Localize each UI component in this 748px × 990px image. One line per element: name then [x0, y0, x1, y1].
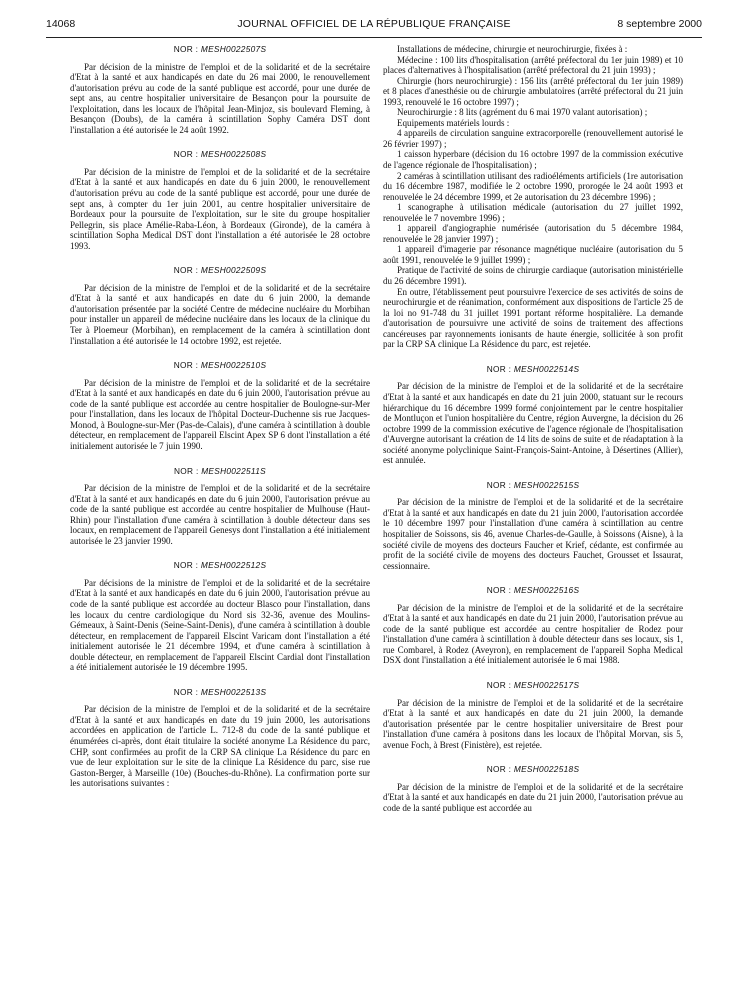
list-paragraph: 1 appareil d'imagerie par résonance magnétique nucléaire (autorisation du 5 août 1991, renouvelée le 9 juillet 1999) ;	[383, 244, 683, 265]
decision-paragraph: Par décision de la ministre de l'emploi et de la solidarité et de la secrétaire d'Etat à la santé et aux handicapés en date du 6 juin 2000, l'autorisation prévue au code de la santé publique est accordée au centre hospitalier de Boulogne-sur-Mer pour l'installation, dans les locaux de l'hôpital Docteur-Duchenne sis rue Jacques-Monod, à Boulogne-sur-Mer (Pas-de-Calais), d'une caméra à scintillation à double détecteur, en remplacement de l'appareil Elscint Apex SP 6 dont l'installation a été initialement autorisée le 7 juin 1990.	[70, 377, 370, 451]
decision-paragraph: Par décision de la ministre de l'emploi et de la solidarité et de la secrétaire d'Etat à la santé et aux handicapés en date du 19 juin 2000, les autorisations accordées en application de l'article L. 712-8 du code de la santé publique et énumérées ci-après, dont était titulaire la société anonyme La Résidence du parc, CHP, sont confirmées au profit de la CRP SA clinique La Résidence du parc en vue de leur exploitation sur le site de la clinique La Résidence du parc, sise rue Gaston-Berger, à Marseille (10e) (Bouches-du-Rhône). La confirmation porte sur les autorisations suivantes :	[70, 704, 370, 789]
list-paragraph: En outre, l'établissement peut poursuivre l'exercice de ses activités de soins de neurochirurgie et de réanimation, conformément aux dispositions de l'article 25 de la loi no 91-748 du 31 juillet 1991 portant réforme hospitalière. La demande d'autorisation de poursuivre une activité de soins de traitement des affections cancéreuses par rayonnements ionisants de haute énergie, sollicitée à son profit par la CRP SA clinique La Résidence du parc, est rejetée.	[383, 286, 683, 350]
nor-reference: NOR : MESH0022514S	[486, 363, 580, 374]
issue-date: 8 septembre 2000	[617, 18, 702, 30]
decision-paragraph: Par décision de la ministre de l'emploi et de la solidarité et de la secrétaire d'Etat à la santé et aux handicapés en date du 21 juin 2000, l'autorisation prévue au code de la santé publique est accordée au centre hospitalier de Rodez pour l'installation d'une caméra à scintillation à double détecteur dans ses locaux, sis 1, rue Combarel, à Rodez (Aveyron), en remplacement de l'appareil Sopha Medical DSX dont l'installation a été initialement autorisée le 6 mai 1988.	[383, 602, 683, 666]
list-paragraph: 1 appareil d'angiographie numérisée (autorisation du 5 décembre 1984, renouvelée le 28 janvier 1997) ;	[383, 223, 683, 244]
decision-paragraph: Par décision de la ministre de l'emploi et de la solidarité et de la secrétaire d'Etat à la santé et aux handicapés en date du 21 juin 2000, l'autorisation prévue au code de la santé publique est accordée au	[383, 781, 683, 813]
decision-paragraph: Par décision de la ministre de l'emploi et de la solidarité et de la secrétaire d'Etat à la santé et aux handicapés en date du 6 juin 2000, l'autorisation prévue au code de la santé publique est accordée au centre hospitalier de Mulhouse (Haut-Rhin) pour l'installation d'une caméra à scintillation à double détecteur dans ses locaux, en remplacement de l'appareil Genesys dont l'installation a été initialement autorisée le 23 janvier 1990.	[70, 483, 370, 546]
page-number: 14068	[46, 18, 76, 30]
list-paragraph: Chirurgie (hors neurochirurgie) : 156 lits (arrêté préfectoral du 1er juin 1989) et 8 places d'anesthésie ou de chirurgie ambulatoires (arrêté préfectoral du 21 juin 1993, renouvelé le 16 octobre 1997) ;	[383, 75, 683, 107]
list-paragraph: 1 caisson hyperbare (décision du 16 octobre 1997 de la commission exécutive de l'agence régionale de l'hospitalisation) ;	[383, 149, 683, 171]
nor-reference: NOR : MESH0022513S	[173, 686, 267, 697]
nor-reference: NOR : MESH0022508S	[173, 149, 267, 160]
nor-reference: NOR : MESH0022507S	[173, 44, 267, 54]
list-paragraph: 2 caméras à scintillation utilisant des radioéléments artificiels (1re autorisation du 16 décembre 1987, modifiée le 2 octobre 1990, prorogée le 24 août 1993 et renouvelée le 24 décembre 1999, et 2e autorisation du 23 décembre 1996) ;	[383, 170, 683, 202]
list-paragraph: 1 scanographe à utilisation médicale (autorisation du 27 juillet 1992, renouvelée le 7 novembre 1996) ;	[383, 202, 683, 223]
list-paragraph: Installations de médecine, chirurgie et neurochirurgie, fixées à :	[397, 44, 628, 54]
nor-reference: NOR : MESH0022509S	[173, 265, 267, 276]
nor-reference: NOR : MESH0022517S	[486, 679, 580, 690]
decision-paragraph: Par décision de la ministre de l'emploi et de la solidarité et de la secrétaire d'Etat à la santé et aux handicapés en date du 21 juin 2000, l'autorisation accordée le 10 décembre 1997 pour l'installation d'une caméra à scintillation au centre hospitalier de Soissons, sis 46, avenue Charles-de-Gaulle, à Soissons (Aisne), à la société civile de moyens des docteurs Faucher et Krief, cédante, est confirmée au profit de la société civile de moyens des docteurs Fauchet, Grousset et Issaurat, cessionnaire.	[383, 497, 683, 571]
list-paragraph: Neurochirurgie : 8 lits (agrément du 6 mai 1970 valant autorisation) ;	[397, 107, 648, 118]
list-paragraph: Pratique de l'activité de soins de chirurgie cardiaque (autorisation ministérielle du 26 décembre 1991).	[383, 265, 683, 287]
journal-title: JOURNAL OFFICIEL DE LA RÉPUBLIQUE FRANÇAISE	[237, 18, 511, 30]
nor-reference: NOR : MESH0022518S	[486, 764, 580, 775]
page-header	[46, 18, 702, 34]
decision-paragraph: Par décision de la ministre de l'emploi et de la solidarité et de la secrétaire d'Etat à la santé et aux handicapés en date du 6 juin 2000, le renouvellement d'autorisation prévu au code de la santé publique est accordé, pour une durée de sept ans, à compter du 1er juin 2001, au centre hospitalier universitaire de Bordeaux pour la poursuite de l'exploitation, sur le site du groupe hospitalier Pellegrin, sis place Amélie-Raba-Léon, à Bordeaux (Gironde), de la caméra à scintillation Sopha Medical DST dont l'installation a été autorisée le 28 octobre 1993.	[70, 166, 370, 251]
list-paragraph: Médecine : 100 lits d'hospitalisation (arrêté préfectoral du 1er juin 1989) et 10 places d'alternatives à l'hospitalisation (arrêté préfectoral du 21 juin 1993) ;	[383, 54, 683, 76]
nor-reference: NOR : MESH0022511S	[174, 465, 266, 476]
nor-reference: NOR : MESH0022512S	[173, 560, 267, 571]
decision-paragraph: Par décision de la ministre de l'emploi et de la solidarité et de la secrétaire d'Etat à la santé et aux handicapés en date du 6 juin 2000, la demande d'autorisation présentée par la société Centre de médecine nucléaire du Morbihan pour installer un appareil de médecine nucléaire dans les locaux de la clinique du Ter à Ploemeur (Morbihan), en remplacement de la caméra à scintillation dont l'installation a été autorisée le 14 octobre 1992, est rejetée.	[70, 282, 370, 346]
right-column	[383, 44, 683, 813]
nor-reference: NOR : MESH0022510S	[173, 360, 267, 371]
decision-paragraph: Par décision de la ministre de l'emploi et de la solidarité et de la secrétaire d'Etat à la santé et aux handicapés en date du 21 juin 2000, statuant sur le recours hiérarchique du 16 décembre 1999 formé conjointement par le centre hospitalier de Montluçon et l'union hospitalière du Centre, région Auvergne, la décision du 26 octobre 1999 de la commission exécutive de l'agence régionale de l'hospitalisation d'Auvergne autorisant la création de 14 lits de soins de suite et de réadaptation à la société anonyme polyclinique Saint-François-Saint-Antoine, à Désertines (Allier), est annulée.	[383, 381, 683, 466]
decision-paragraph: Par décisions de la ministre de l'emploi et de la solidarité et de la secrétaire d'Etat à la santé et aux handicapés en date du 6 juin 2000, l'autorisation prévue au code de la santé publique est accordée au docteur Blasco pour l'installation, dans les locaux du centre cardiologique du Nord sis 32-36, avenue des Moulins-Gémeaux, à Saint-Denis (Seine-Saint-Denis), d'une caméra à scintillation à double détecteur, en remplacement de l'appareil Elscint Varicam dont l'installation a été initialement autorisée le 21 décembre 1994, et d'une caméra à scintillation à double détecteur, en remplacement de l'appareil Elscint Cardial dont l'installation a été initialement autorisée le 19 décembre 1995.	[70, 577, 370, 673]
header-rule	[46, 37, 702, 38]
decision-paragraph: Par décision de la ministre de l'emploi et de la solidarité et de la secrétaire d'Etat à la santé et aux handicapés en date du 21 juin 2000, la demande d'autorisation présentée par le centre hospitalier universitaire de Brest pour l'installation d'une caméra à positons dans les locaux de l'hôpital Morvan, sis 5, avenue Foch, à Brest (Finistère), est rejetée.	[383, 697, 683, 750]
left-column	[70, 44, 370, 789]
nor-reference: NOR : MESH0022515S	[486, 479, 580, 490]
list-paragraph: Equipements matériels lourds :	[397, 117, 510, 128]
nor-reference: NOR : MESH0022516S	[486, 585, 580, 596]
list-paragraph: 4 appareils de circulation sanguine extracorporelle (renouvellement autorisé le 26 février 1997) ;	[383, 128, 683, 149]
decision-paragraph: Par décision de la ministre de l'emploi et de la solidarité et de la secrétaire d'Etat à la santé et aux handicapés en date du 26 mai 2000, le renouvellement d'autorisation prévu au code de la santé publique est accordé, pour une durée de sept ans, au centre hospitalier universitaire de Besançon pour la poursuite de l'exploitation, dans les locaux de l'hôpital Jean-Minjoz, sis boulevard Fleming, à Besançon (Doubs), de la caméra à scintillation Sophy Caméra DST dont l'installation a été autorisée le 24 août 1992.	[70, 61, 370, 135]
